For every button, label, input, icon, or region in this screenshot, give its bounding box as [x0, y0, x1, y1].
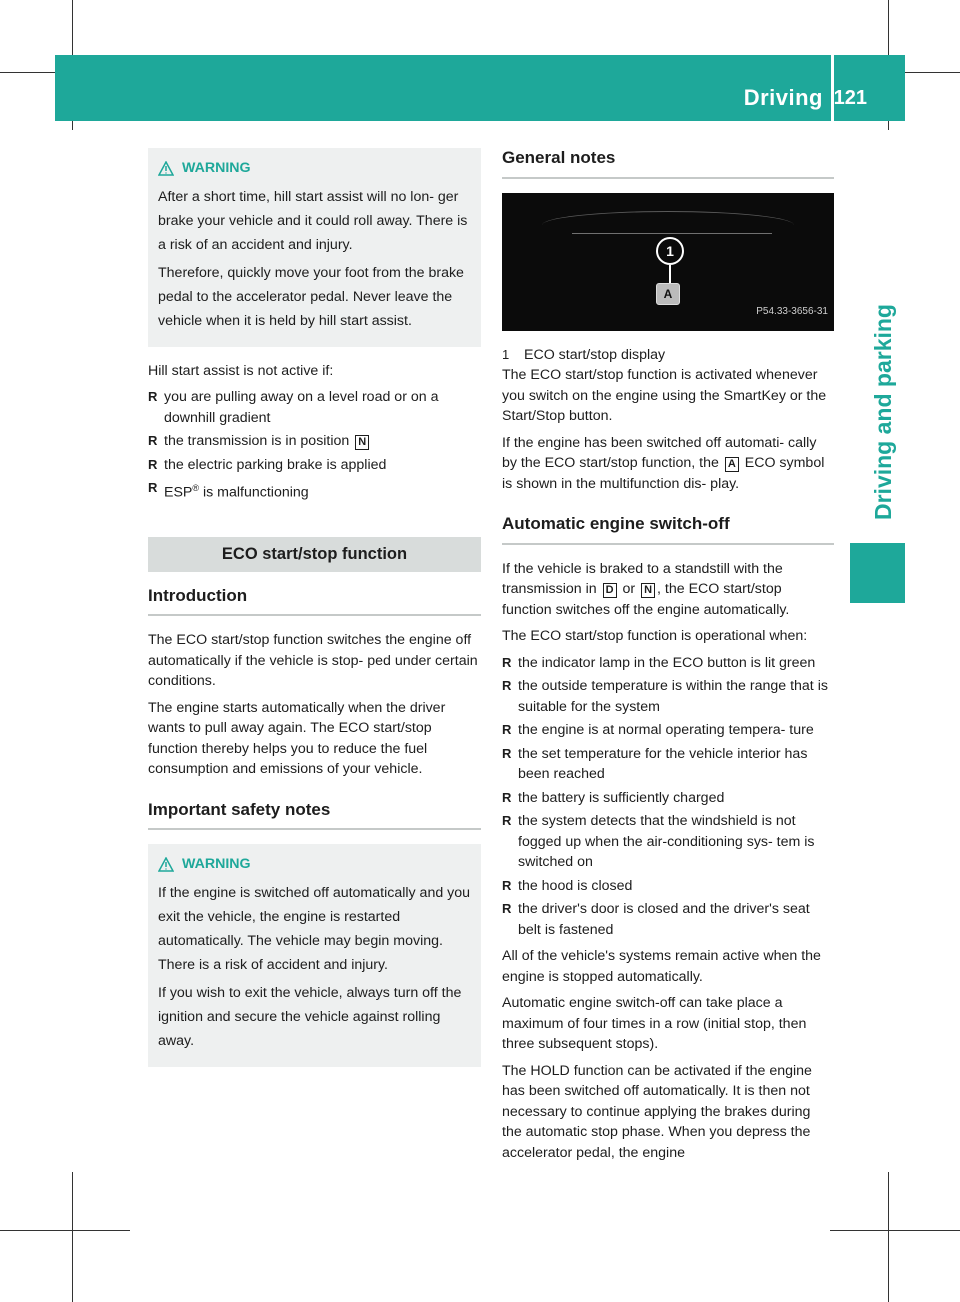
- warning-box: [148, 148, 481, 347]
- callout-leader: [669, 265, 671, 285]
- caption-number: 1: [502, 346, 510, 362]
- eco-symbol-icon: A: [656, 283, 680, 305]
- paragraph: The ECO start/stop function is operational when:: [502, 628, 808, 644]
- paragraph: If the engine has been switched off automati- cally by the ECO start/stop function, the A ECO symbol is shown in the multifunction dis- play.: [502, 434, 825, 492]
- registered-mark: ®: [192, 483, 200, 493]
- gear-n-key: N: [641, 583, 655, 598]
- list-item: R the transmission is in position N: [148, 431, 481, 452]
- subheading: Important safety notes: [148, 800, 481, 831]
- callout-number: 1: [656, 237, 684, 265]
- warning-triangle-icon: [158, 161, 174, 176]
- paragraph: Automatic engine switch-off can take place a maximum of four times in a row (initial stop, then three subsequent stops).: [502, 995, 807, 1052]
- figure-caption: [502, 345, 834, 366]
- list-item: R the system detects that the windshield is not fogged up when the air-conditioning sys- tem is switched on: [502, 811, 834, 873]
- gear-n-key: N: [355, 435, 369, 450]
- crop-mark: [0, 1230, 130, 1231]
- page-number: 121: [833, 87, 867, 109]
- bullet-list: [148, 387, 481, 503]
- subheading: Automatic engine switch-off: [502, 514, 834, 545]
- crop-mark: [830, 1230, 960, 1231]
- warning-triangle-icon: [158, 857, 174, 872]
- warning-label: WARNING: [182, 856, 251, 873]
- gear-d-key: D: [603, 583, 617, 598]
- chapter-tab: [850, 130, 905, 530]
- crop-mark: [888, 1172, 889, 1302]
- subheading: Introduction: [148, 586, 481, 617]
- warning-text: If the engine is switched off automatically and you exit the vehicle, the engine is restarted automatically. The vehicle may begin moving. There is a risk of accident and injury.: [158, 884, 471, 973]
- caption-text: ECO start/stop display: [524, 346, 666, 363]
- list-item: R the set temperature for the vehicle interior has been reached: [502, 744, 834, 785]
- warning-text: If you wish to exit the vehicle, always turn off the ignition and secure the vehicle against rolling away.: [158, 984, 462, 1049]
- paragraph: If the vehicle is braked to a standstill with the transmission in D or N , the ECO start/stop function switches off the engine automatically.: [502, 560, 790, 618]
- display-line: [572, 233, 772, 234]
- warning-text: Therefore, quickly move your foot from the brake pedal to the accelerator pedal. Never leave the vehicle when it is held by hill start assist.: [158, 264, 464, 329]
- right-column: [502, 148, 834, 1169]
- section-heading: ECO start/stop function: [148, 537, 481, 572]
- list-item: R the indicator lamp in the ECO button is lit green: [502, 653, 834, 674]
- crop-mark: [72, 1172, 73, 1302]
- left-column: [148, 148, 481, 1081]
- paragraph: The ECO start/stop function is activated whenever you switch on the engine using the SmartKey or the Start/Stop button.: [502, 367, 827, 424]
- list-item: R the battery is sufficiently charged: [502, 788, 834, 809]
- eco-display-figure: [502, 193, 834, 331]
- eco-symbol-icon: A: [725, 457, 739, 472]
- warning-heading: [158, 158, 471, 179]
- list-item: R the engine is at normal operating tempera- ture: [502, 720, 834, 741]
- list-item: R ESP® is malfunctioning: [148, 478, 481, 503]
- chapter-marker: [850, 543, 905, 603]
- list-item: R the hood is closed: [502, 876, 834, 897]
- warning-text: After a short time, hill start assist will no lon- ger brake your vehicle and it could roll away. There is a risk of an accident and injury.: [158, 188, 468, 253]
- paragraph: Hill start assist is not active if:: [148, 362, 334, 379]
- figure-code: P54.33-3656-31: [756, 306, 828, 317]
- list-item: R the outside temperature is within the range that is suitable for the system: [502, 676, 834, 717]
- list-item: R the electric parking brake is applied: [148, 455, 481, 476]
- paragraph: The ECO start/stop function switches the engine off automatically if the vehicle is stop- ped under certain conditions.: [148, 632, 478, 690]
- subheading: General notes: [502, 148, 834, 179]
- bullet-list: [502, 653, 834, 941]
- warning-box: [148, 844, 481, 1067]
- page-header: [55, 55, 905, 121]
- list-item: R you are pulling away on a level road or on a downhill gradient: [148, 387, 481, 428]
- chapter-tab-label: Driving and parking: [870, 304, 896, 520]
- warning-label: WARNING: [182, 160, 251, 176]
- list-item: R the driver's door is closed and the driver's seat belt is fastened: [502, 899, 834, 940]
- section-title: Driving: [743, 85, 823, 110]
- paragraph: The engine starts automatically when the driver wants to pull away again. The ECO start/stop function thereby helps you to reduce the fuel consumption and emissions of your vehicle.: [148, 699, 446, 778]
- paragraph: All of the vehicle's systems remain active when the engine is stopped automatically.: [502, 948, 821, 985]
- warning-heading: [158, 854, 471, 875]
- paragraph: The HOLD function can be activated if the engine has been switched off automatically. It is then not necessary to continue applying the brakes during the automatic stop phase. When you depress the accelerator pedal, the engine: [502, 1062, 812, 1161]
